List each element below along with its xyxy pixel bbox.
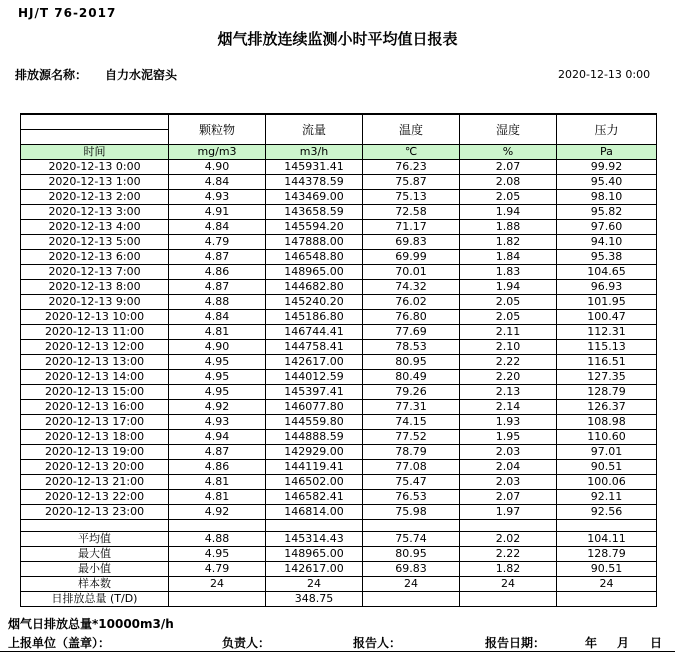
value-cell: 128.79	[557, 385, 657, 400]
time-cell: 2020-12-13 16:00	[21, 400, 169, 415]
summary-value: 128.79	[557, 547, 657, 562]
summary-value: 4.79	[169, 562, 266, 577]
value-cell: 74.32	[363, 280, 460, 295]
unit-humidity: %	[460, 145, 557, 160]
value-cell: 145186.80	[266, 310, 363, 325]
hourly-rows	[21, 160, 657, 520]
summary-value: 2.22	[460, 547, 557, 562]
value-cell: 95.38	[557, 250, 657, 265]
value-cell: 4.81	[169, 490, 266, 505]
page-bottom-rule	[0, 651, 675, 652]
time-cell: 2020-12-13 22:00	[21, 490, 169, 505]
value-cell: 146582.41	[266, 490, 363, 505]
value-cell: 4.92	[169, 400, 266, 415]
summary-value: 24	[557, 577, 657, 592]
value-cell: 92.11	[557, 490, 657, 505]
value-cell: 4.91	[169, 205, 266, 220]
value-cell: 4.84	[169, 220, 266, 235]
value-cell: 4.84	[169, 175, 266, 190]
value-cell: 4.95	[169, 385, 266, 400]
table-row	[21, 490, 657, 505]
value-cell: 94.10	[557, 235, 657, 250]
value-cell: 78.79	[363, 445, 460, 460]
time-cell: 2020-12-13 21:00	[21, 475, 169, 490]
value-cell: 142929.00	[266, 445, 363, 460]
month-label: 月	[617, 636, 630, 650]
value-cell: 4.79	[169, 235, 266, 250]
report-datetime: 2020-12-13 0:00	[558, 68, 651, 81]
table-row	[21, 430, 657, 445]
value-cell: 144559.80	[266, 415, 363, 430]
table-row	[21, 190, 657, 205]
value-cell: 2.05	[460, 295, 557, 310]
summary-label: 日排放总量 (T/D)	[21, 592, 169, 607]
value-cell: 76.80	[363, 310, 460, 325]
summary-value	[363, 592, 460, 607]
value-cell: 148965.00	[266, 265, 363, 280]
value-cell: 144682.80	[266, 280, 363, 295]
time-cell: 2020-12-13 2:00	[21, 190, 169, 205]
value-cell: 144758.41	[266, 340, 363, 355]
time-cell: 2020-12-13 7:00	[21, 265, 169, 280]
table-row	[21, 445, 657, 460]
value-cell: 80.95	[363, 355, 460, 370]
value-cell: 100.47	[557, 310, 657, 325]
value-cell: 146814.00	[266, 505, 363, 520]
summary-value: 142617.00	[266, 562, 363, 577]
spacer-cell	[21, 520, 169, 532]
value-cell: 110.60	[557, 430, 657, 445]
value-cell: 77.31	[363, 400, 460, 415]
time-cell: 2020-12-13 3:00	[21, 205, 169, 220]
spacer-cell	[363, 520, 460, 532]
time-cell: 2020-12-13 23:00	[21, 505, 169, 520]
value-cell: 2.13	[460, 385, 557, 400]
source-name: 自力水泥窑头	[105, 68, 178, 82]
value-cell: 72.58	[363, 205, 460, 220]
unit-flow: m3/h	[266, 145, 363, 160]
summary-value: 4.95	[169, 547, 266, 562]
value-cell: 142617.00	[266, 355, 363, 370]
summary-label: 最大值	[21, 547, 169, 562]
corner-cell-bottom	[21, 130, 169, 145]
summary-value: 80.95	[363, 547, 460, 562]
value-cell: 2.22	[460, 355, 557, 370]
summary-value: 2.02	[460, 532, 557, 547]
table-row	[21, 385, 657, 400]
summary-value: 24	[363, 577, 460, 592]
value-cell: 145931.41	[266, 160, 363, 175]
value-cell: 146744.41	[266, 325, 363, 340]
unit-pressure: Pa	[557, 145, 657, 160]
time-cell: 2020-12-13 12:00	[21, 340, 169, 355]
summary-value: 75.74	[363, 532, 460, 547]
value-cell: 1.82	[460, 235, 557, 250]
value-cell: 79.26	[363, 385, 460, 400]
value-cell: 146548.80	[266, 250, 363, 265]
value-cell: 2.10	[460, 340, 557, 355]
summary-value	[169, 592, 266, 607]
value-cell: 4.86	[169, 460, 266, 475]
unit-temperature: ℃	[363, 145, 460, 160]
table-row	[21, 310, 657, 325]
value-cell: 116.51	[557, 355, 657, 370]
reporter-label: 报告人：	[353, 636, 402, 650]
time-cell: 2020-12-13 9:00	[21, 295, 169, 310]
value-cell: 97.60	[557, 220, 657, 235]
value-cell: 115.13	[557, 340, 657, 355]
time-cell: 2020-12-13 10:00	[21, 310, 169, 325]
time-cell: 2020-12-13 0:00	[21, 160, 169, 175]
source-label: 排放源名称：	[15, 68, 88, 82]
value-cell: 96.93	[557, 280, 657, 295]
value-cell: 4.87	[169, 280, 266, 295]
table-row	[21, 160, 657, 175]
standard-number: HJ/T 76-2017	[18, 6, 117, 20]
summary-value: 104.11	[557, 532, 657, 547]
time-cell: 2020-12-13 13:00	[21, 355, 169, 370]
value-cell: 100.06	[557, 475, 657, 490]
table-row	[21, 355, 657, 370]
spacer-cell	[169, 520, 266, 532]
table-row	[21, 205, 657, 220]
value-cell: 75.98	[363, 505, 460, 520]
table-row	[21, 340, 657, 355]
value-cell: 77.52	[363, 430, 460, 445]
header-temperature: 温度	[363, 114, 460, 145]
summary-value: 4.88	[169, 532, 266, 547]
value-cell: 2.03	[460, 475, 557, 490]
table-row	[21, 295, 657, 310]
value-cell: 4.90	[169, 340, 266, 355]
value-cell: 108.98	[557, 415, 657, 430]
value-cell: 90.51	[557, 460, 657, 475]
value-cell: 147888.00	[266, 235, 363, 250]
summary-value: 1.82	[460, 562, 557, 577]
header-flow: 流量	[266, 114, 363, 145]
value-cell: 145397.41	[266, 385, 363, 400]
value-cell: 99.92	[557, 160, 657, 175]
value-cell: 76.02	[363, 295, 460, 310]
table-row	[21, 532, 657, 547]
table-row	[21, 592, 657, 607]
time-cell: 2020-12-13 19:00	[21, 445, 169, 460]
value-cell: 2.05	[460, 310, 557, 325]
summary-value	[557, 592, 657, 607]
table-row	[21, 250, 657, 265]
value-cell: 75.47	[363, 475, 460, 490]
responsible-label: 负责人：	[222, 636, 271, 650]
value-cell: 1.93	[460, 415, 557, 430]
summary-value: 24	[266, 577, 363, 592]
value-cell: 2.04	[460, 460, 557, 475]
time-cell: 2020-12-13 14:00	[21, 370, 169, 385]
value-cell: 143469.00	[266, 190, 363, 205]
summary-value: 90.51	[557, 562, 657, 577]
value-cell: 75.13	[363, 190, 460, 205]
summary-value: 24	[169, 577, 266, 592]
value-cell: 127.35	[557, 370, 657, 385]
value-cell: 70.01	[363, 265, 460, 280]
unit-row	[21, 145, 657, 160]
value-cell: 2.20	[460, 370, 557, 385]
value-cell: 2.14	[460, 400, 557, 415]
summary-rows	[21, 532, 657, 607]
corner-cell-top	[21, 114, 169, 130]
time-cell: 2020-12-13 18:00	[21, 430, 169, 445]
summary-label: 平均值	[21, 532, 169, 547]
value-cell: 71.17	[363, 220, 460, 235]
time-cell: 2020-12-13 17:00	[21, 415, 169, 430]
value-cell: 4.95	[169, 370, 266, 385]
table-row	[21, 235, 657, 250]
time-cell: 2020-12-13 6:00	[21, 250, 169, 265]
value-cell: 92.56	[557, 505, 657, 520]
time-cell: 2020-12-13 5:00	[21, 235, 169, 250]
summary-value: 24	[460, 577, 557, 592]
value-cell: 4.87	[169, 250, 266, 265]
header-pressure: 压力	[557, 114, 657, 145]
footer-note: 烟气日排放总量*10000m3/h	[8, 617, 174, 631]
value-cell: 74.15	[363, 415, 460, 430]
table-row	[21, 562, 657, 577]
table-row	[21, 475, 657, 490]
value-cell: 75.87	[363, 175, 460, 190]
value-cell: 126.37	[557, 400, 657, 415]
table-row	[21, 505, 657, 520]
header-humidity: 湿度	[460, 114, 557, 145]
time-cell: 2020-12-13 15:00	[21, 385, 169, 400]
value-cell: 4.81	[169, 475, 266, 490]
value-cell: 146502.00	[266, 475, 363, 490]
value-cell: 1.95	[460, 430, 557, 445]
table-row	[21, 460, 657, 475]
value-cell: 95.40	[557, 175, 657, 190]
time-cell: 2020-12-13 4:00	[21, 220, 169, 235]
value-cell: 4.94	[169, 430, 266, 445]
value-cell: 2.07	[460, 160, 557, 175]
value-cell: 145594.20	[266, 220, 363, 235]
time-cell: 2020-12-13 20:00	[21, 460, 169, 475]
summary-value: 69.83	[363, 562, 460, 577]
value-cell: 4.81	[169, 325, 266, 340]
value-cell: 4.86	[169, 265, 266, 280]
value-cell: 4.87	[169, 445, 266, 460]
value-cell: 145240.20	[266, 295, 363, 310]
table-row	[21, 175, 657, 190]
year-label: 年	[585, 636, 598, 650]
value-cell: 78.53	[363, 340, 460, 355]
value-cell: 101.95	[557, 295, 657, 310]
time-cell: 2020-12-13 1:00	[21, 175, 169, 190]
table-row	[21, 220, 657, 235]
value-cell: 4.88	[169, 295, 266, 310]
value-cell: 143658.59	[266, 205, 363, 220]
report-title: 烟气排放连续监测小时平均值日报表	[217, 30, 458, 48]
value-cell: 76.23	[363, 160, 460, 175]
summary-label: 样本数	[21, 577, 169, 592]
table-row	[21, 400, 657, 415]
spacer-cell	[557, 520, 657, 532]
value-cell: 1.97	[460, 505, 557, 520]
time-cell: 2020-12-13 8:00	[21, 280, 169, 295]
spacer-row	[21, 520, 657, 532]
value-cell: 69.83	[363, 235, 460, 250]
value-cell: 98.10	[557, 190, 657, 205]
unit-particulate: mg/m3	[169, 145, 266, 160]
value-cell: 97.01	[557, 445, 657, 460]
table-row	[21, 415, 657, 430]
value-cell: 77.08	[363, 460, 460, 475]
value-cell: 4.84	[169, 310, 266, 325]
spacer-cell	[266, 520, 363, 532]
table-row	[21, 265, 657, 280]
source-row	[15, 66, 177, 83]
value-cell: 1.84	[460, 250, 557, 265]
value-cell: 4.92	[169, 505, 266, 520]
value-cell: 2.11	[460, 325, 557, 340]
table-row	[21, 577, 657, 592]
table-row	[21, 280, 657, 295]
summary-value	[460, 592, 557, 607]
value-cell: 144888.59	[266, 430, 363, 445]
value-cell: 77.69	[363, 325, 460, 340]
value-cell: 4.90	[169, 160, 266, 175]
table-row	[21, 547, 657, 562]
time-header: 时间	[21, 145, 169, 160]
value-cell: 4.93	[169, 190, 266, 205]
value-cell: 2.07	[460, 490, 557, 505]
report-unit-label: 上报单位（盖章）：	[8, 636, 111, 650]
value-cell: 1.94	[460, 280, 557, 295]
summary-value: 348.75	[266, 592, 363, 607]
summary-value: 148965.00	[266, 547, 363, 562]
value-cell: 104.65	[557, 265, 657, 280]
value-cell: 1.94	[460, 205, 557, 220]
value-cell: 2.03	[460, 445, 557, 460]
value-cell: 1.88	[460, 220, 557, 235]
value-cell: 2.05	[460, 190, 557, 205]
value-cell: 69.99	[363, 250, 460, 265]
value-cell: 76.53	[363, 490, 460, 505]
data-table	[20, 113, 657, 607]
value-cell: 4.95	[169, 355, 266, 370]
table-row	[21, 370, 657, 385]
value-cell: 2.08	[460, 175, 557, 190]
value-cell: 1.83	[460, 265, 557, 280]
header-particulate: 颗粒物	[169, 114, 266, 145]
value-cell: 144012.59	[266, 370, 363, 385]
value-cell: 80.49	[363, 370, 460, 385]
value-cell: 144378.59	[266, 175, 363, 190]
time-cell: 2020-12-13 11:00	[21, 325, 169, 340]
value-cell: 144119.41	[266, 460, 363, 475]
summary-value: 145314.43	[266, 532, 363, 547]
value-cell: 112.31	[557, 325, 657, 340]
table-row	[21, 325, 657, 340]
summary-label: 最小值	[21, 562, 169, 577]
value-cell: 95.82	[557, 205, 657, 220]
spacer-cell	[460, 520, 557, 532]
value-cell: 4.93	[169, 415, 266, 430]
report-date-label: 报告日期：	[485, 636, 546, 650]
pollutant-header-row	[21, 114, 657, 130]
day-label: 日	[650, 636, 663, 650]
value-cell: 146077.80	[266, 400, 363, 415]
